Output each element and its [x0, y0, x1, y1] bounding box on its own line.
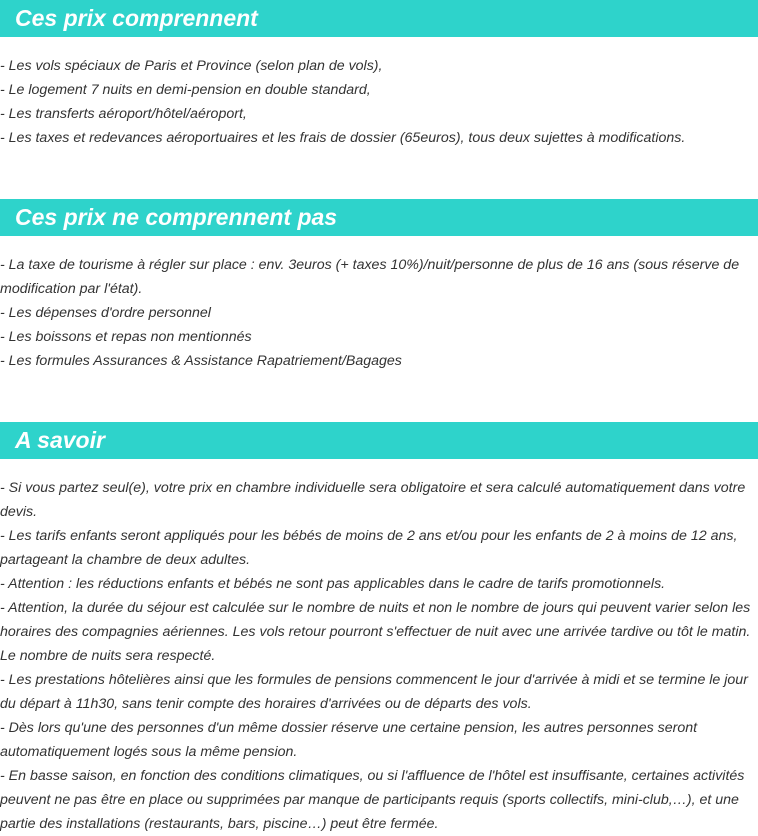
list-item: - La taxe de tourisme à régler sur place : env. 3euros (+ taxes 10%)/nuit/personne de plus de 16 ans (sous réserve de modification par l'état).	[0, 257, 740, 297]
list-item: - Les prestations hôtelières ainsi que les formules de pensions commencent le jour d'arrivée à midi et se termine le jour du départ à 11h30, sans tenir compte des horaires d'arrivées ou de départs des vols.	[0, 672, 748, 712]
info-section	[0, 422, 758, 836]
list-item: - Si vous partez seul(e), votre prix en chambre individuelle sera obligatoire et sera calculé automatiquement dans votre devis.	[0, 480, 746, 520]
excluded-list	[0, 253, 758, 373]
list-item: - Les formules Assurances & Assistance Rapatriement/Bagages	[0, 353, 402, 369]
list-item: - Attention : les réductions enfants et bébés ne sont pas applicables dans le cadre de tarifs promotionnels.	[0, 576, 666, 592]
included-heading: Ces prix comprennent	[0, 0, 758, 37]
list-item: - Les taxes et redevances aéroportuaires et les frais de dossier (65euros), tous deux sujettes à modifications.	[0, 130, 686, 146]
list-item: - En basse saison, en fonction des conditions climatiques, ou si l'affluence de l'hôtel est insuffisante, certaines activités peuvent ne pas être en place ou supprimées par manque de participants requis (sports collectifs, mini-club,…), et une partie des installations (restaurants, bars, piscine…) peut être fermée.	[0, 768, 745, 832]
excluded-heading: Ces prix ne comprennent pas	[0, 199, 758, 236]
list-item: - Les tarifs enfants seront appliqués pour les bébés de moins de 2 ans et/ou pour les enfants de 2 à moins de 12 ans, partageant la chambre de deux adultes.	[0, 528, 738, 568]
list-item: - Les vols spéciaux de Paris et Province (selon plan de vols),	[0, 58, 383, 74]
list-item: - Les boissons et repas non mentionnés	[0, 329, 252, 345]
included-section	[0, 0, 758, 150]
info-heading: A savoir	[0, 422, 758, 459]
list-item: - Le logement 7 nuits en demi-pension en double standard,	[0, 82, 371, 98]
list-item: - Les transferts aéroport/hôtel/aéroport,	[0, 106, 247, 122]
included-list	[0, 54, 758, 150]
info-list	[0, 476, 758, 836]
list-item: - Dès lors qu'une des personnes d'un même dossier réserve une certaine pension, les autres personnes seront automatiquement logés sous la même pension.	[0, 720, 698, 760]
list-item: - Les dépenses d'ordre personnel	[0, 305, 211, 321]
list-item: - Attention, la durée du séjour est calculée sur le nombre de nuits et non le nombre de jours qui peuvent varier selon les horaires des compagnies aériennes. Les vols retour pourront s'effectuer de nuit avec une arrivée tardive ou tôt le matin. Le nombre de nuits sera respecté.	[0, 600, 751, 664]
excluded-section	[0, 199, 758, 373]
